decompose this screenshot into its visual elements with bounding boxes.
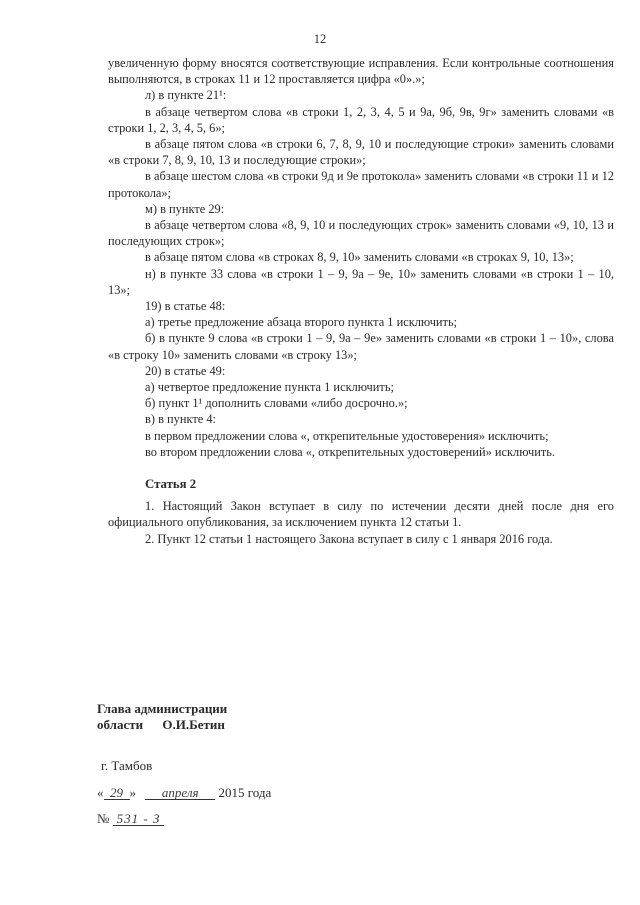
signature-region: области xyxy=(97,717,144,732)
paragraph: в) в пункте 4: xyxy=(145,412,216,427)
signature-title: Глава администрации xyxy=(97,701,228,716)
signatory-name: О.И.Бетин xyxy=(162,717,225,732)
paragraph: б) в пункте 9 слова «в строки 1 – 9, 9а – 9е» заменить словами «в строки 1 – 10», слова «в строку 10» заменить словами «в строку 13»; xyxy=(108,331,614,362)
paragraph: во втором предложении слова «, открепительных удостоверений» исключить. xyxy=(145,444,556,459)
paragraph: б) пункт 1¹ дополнить словами «либо досрочно.»; xyxy=(145,396,408,411)
number-value: 531 - З xyxy=(113,812,165,826)
section-spacer xyxy=(108,460,614,476)
paragraph: в первом предложении слова «, открепительные удостоверения» исключить; xyxy=(145,428,549,443)
paragraph: в абзаце пятом слова «в строках 8, 9, 10» заменить словами «в строках 9, 10, 13»; xyxy=(145,250,574,265)
paragraph: в абзаце шестом слова «в строки 9д и 9е протокола» заменить словами «в строки 11 и 12 протокола»; xyxy=(108,169,614,200)
paragraph: н) в пункте 33 слова «в строки 1 – 9, 9а – 9е, 10» заменить словами «в строки 1 – 10, 13»; xyxy=(108,266,614,297)
article-heading: Статья 2 xyxy=(145,477,197,492)
law-number xyxy=(97,811,164,827)
paragraph: в абзаце четвертом слова «в строки 1, 2, 3, 4, 5 и 9а, 9б, 9в, 9г» заменить словами «в строки 1, 2, 3, 4, 5, 6»; xyxy=(108,104,614,135)
paragraph: 19) в статье 48: xyxy=(145,299,226,314)
page-number: 12 xyxy=(313,32,327,46)
date-open-quote: « xyxy=(97,785,104,800)
date-close-quote: » xyxy=(129,785,136,800)
signature-row xyxy=(97,717,227,733)
paragraph: а) третье предложение абзаца второго пункта 1 исключить; xyxy=(145,315,458,330)
signature-block xyxy=(97,701,227,733)
paragraph: увеличенную форму вносятся соответствующие исправления. Если контрольные соотношения выполняются, в строках 11 и 12 проставляется цифра «0».»; xyxy=(108,56,614,87)
place-of-signing: г. Тамбов xyxy=(101,758,153,773)
paragraph: 20) в статье 49: xyxy=(145,363,226,378)
signing-date xyxy=(97,785,271,801)
date-year: 2015 года xyxy=(218,785,272,800)
article-paragraph: 1. Настоящий Закон вступает в силу по истечении десяти дней после дня его официального опубликования, за исключением пункта 12 статьи 1. xyxy=(108,499,614,530)
paragraph: а) четвертое предложение пункта 1 исключить; xyxy=(145,380,394,395)
paragraph: в абзаце четвертом слова «8, 9, 10 и последующих строк» заменить словами «9, 10, 13 и последующих строк»; xyxy=(108,218,614,249)
date-day: 29 xyxy=(104,786,130,800)
date-month: апреля xyxy=(145,786,215,800)
number-label: № xyxy=(97,811,110,826)
paragraph: в абзаце пятом слова «в строки 6, 7, 8, 9, 10 и последующие строки» заменить словами «в строки 7, 8, 9, 10, 13 и последующие строки»; xyxy=(108,137,614,168)
paragraph: л) в пункте 21¹: xyxy=(145,88,227,103)
article-paragraph: 2. Пункт 12 статьи 1 настоящего Закона вступает в силу с 1 января 2016 года. xyxy=(145,531,553,546)
paragraph: м) в пункте 29: xyxy=(145,201,225,216)
document-body xyxy=(108,55,614,547)
